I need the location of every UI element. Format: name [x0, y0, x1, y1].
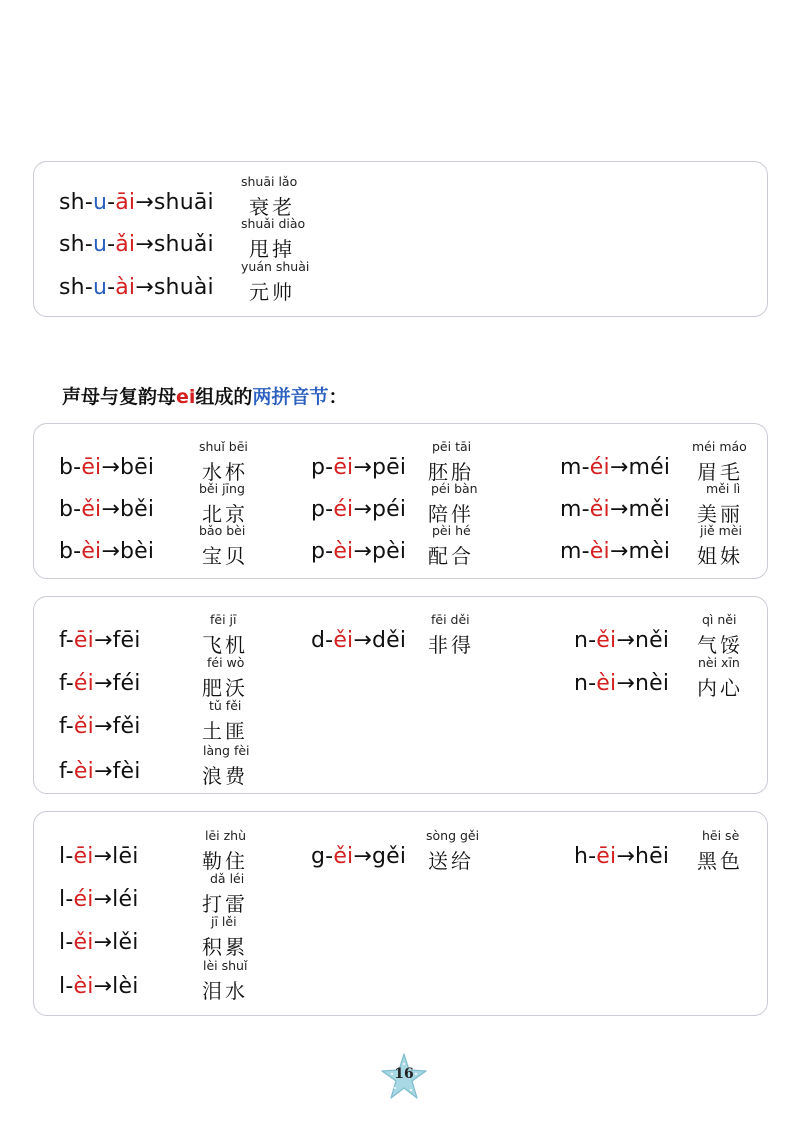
- syllable-formula: sh-u-ǎi→shuǎi: [59, 232, 214, 257]
- syllable-formula: p-ēi→pēi: [311, 455, 407, 480]
- box-bpm: [33, 423, 768, 579]
- syllable-formula: f-ěi→fěi: [59, 714, 141, 739]
- word-pinyin: péi bàn: [431, 481, 478, 496]
- syllable-formula: d-ěi→děi: [311, 628, 407, 653]
- word-chinese: 元帅: [249, 280, 295, 304]
- word-chinese: 飞机: [202, 633, 248, 657]
- word-pinyin: féi wò: [207, 655, 245, 670]
- syllable-formula: l-éi→léi: [59, 887, 139, 912]
- word-chinese: 内心: [697, 676, 743, 700]
- word-chinese: 肥沃: [202, 676, 248, 700]
- word-chinese: 黑色: [697, 849, 743, 873]
- syllable-formula: p-éi→péi: [311, 497, 407, 522]
- word-pinyin: jiě mèi: [700, 523, 742, 538]
- word-pinyin: jī lěi: [211, 914, 237, 929]
- syllable-formula: f-éi→féi: [59, 671, 141, 696]
- word-pinyin: tǔ fěi: [209, 698, 242, 713]
- syllable-formula: m-èi→mèi: [560, 539, 671, 564]
- word-chinese: 非得: [428, 633, 474, 657]
- word-pinyin: sòng gěi: [426, 828, 480, 843]
- word-chinese: 浪费: [202, 764, 248, 788]
- word-pinyin: yuán shuài: [241, 259, 310, 274]
- syllable-formula: f-ēi→fēi: [59, 628, 141, 653]
- box-shuai: [33, 161, 768, 317]
- syllable-formula: b-ēi→bēi: [59, 455, 155, 480]
- syllable-formula: n-ěi→něi: [574, 628, 670, 653]
- syllable-formula: n-èi→nèi: [574, 671, 670, 696]
- word-chinese: 眉毛: [697, 460, 743, 484]
- word-chinese: 泪水: [202, 979, 248, 1003]
- word-pinyin: qì něi: [702, 612, 737, 627]
- syllable-formula: m-éi→méi: [560, 455, 671, 480]
- word-chinese: 陪伴: [428, 502, 474, 526]
- box-fdn: [33, 596, 768, 794]
- syllable-formula: l-ěi→lěi: [59, 930, 139, 955]
- word-pinyin: pèi hé: [432, 523, 471, 538]
- word-chinese: 姐妹: [697, 544, 743, 568]
- syllable-formula: b-ěi→běi: [59, 497, 155, 522]
- word-chinese: 甩掉: [249, 237, 295, 261]
- word-chinese: 美丽: [697, 502, 743, 526]
- word-pinyin: shuǐ bēi: [199, 439, 248, 454]
- syllable-formula: h-ēi→hēi: [574, 844, 670, 869]
- word-pinyin: shuǎi diào: [241, 216, 306, 231]
- syllable-formula: l-èi→lèi: [59, 974, 139, 999]
- word-chinese: 土匪: [202, 719, 248, 743]
- word-chinese: 北京: [202, 502, 248, 526]
- word-pinyin: nèi xīn: [698, 655, 740, 670]
- word-pinyin: běi jīng: [199, 481, 245, 496]
- syllable-formula: sh-u-ài→shuài: [59, 275, 214, 300]
- word-chinese: 气馁: [697, 633, 743, 657]
- word-pinyin: làng fèi: [203, 743, 250, 758]
- word-chinese: 送给: [428, 849, 474, 873]
- word-pinyin: shuāi lǎo: [241, 174, 298, 189]
- syllable-formula: sh-u-āi→shuāi: [59, 190, 214, 215]
- page-number-badge: [380, 1052, 428, 1100]
- word-chinese: 配合: [428, 544, 474, 568]
- syllable-formula: b-èi→bèi: [59, 539, 155, 564]
- word-pinyin: fēi jī: [210, 612, 237, 627]
- word-chinese: 勒住: [202, 849, 248, 873]
- syllable-formula: l-ēi→lēi: [59, 844, 139, 869]
- word-chinese: 打雷: [202, 892, 248, 916]
- section-title: 声母与复韵母ei组成的两拼音节：: [62, 386, 348, 408]
- word-pinyin: lēi zhù: [205, 828, 247, 843]
- syllable-formula: f-èi→fèi: [59, 759, 141, 784]
- word-pinyin: hēi sè: [702, 828, 740, 843]
- word-chinese: 积累: [202, 935, 248, 959]
- word-chinese: 衰老: [249, 195, 295, 219]
- syllable-formula: g-ěi→gěi: [311, 844, 407, 869]
- word-chinese: 宝贝: [202, 544, 248, 568]
- syllable-formula: m-ěi→měi: [560, 497, 671, 522]
- word-pinyin: bǎo bèi: [199, 523, 246, 538]
- word-chinese: 水杯: [202, 460, 248, 484]
- box-lgh: [33, 811, 768, 1016]
- word-pinyin: pēi tāi: [432, 439, 472, 454]
- word-chinese: 胚胎: [428, 460, 474, 484]
- word-pinyin: lèi shuǐ: [203, 958, 248, 973]
- word-pinyin: méi máo: [692, 439, 747, 454]
- word-pinyin: fēi děi: [431, 612, 470, 627]
- word-pinyin: měi lì: [706, 481, 741, 496]
- page-number: 16: [394, 1066, 414, 1082]
- word-pinyin: dǎ léi: [210, 871, 245, 886]
- syllable-formula: p-èi→pèi: [311, 539, 407, 564]
